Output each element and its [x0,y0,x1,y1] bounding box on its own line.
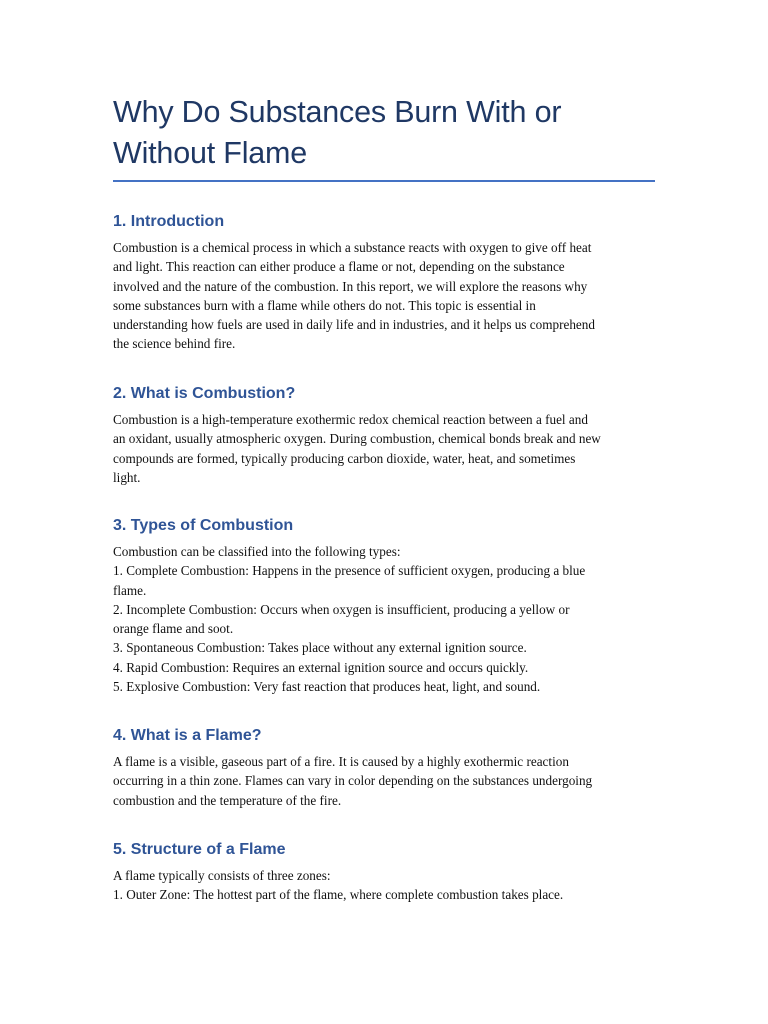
document-title [113,92,655,174]
paragraph-line: understanding how fuels are used in daily life and in industries, and it helps us comprehend [113,317,595,333]
paragraph-line: Combustion is a chemical process in which a substance reacts with oxygen to give off heat [113,240,592,255]
paragraph-line: combustion and the temperature of the fire. [113,792,342,808]
list-item-line: flame. [113,582,147,598]
paragraph-line: A flame typically consists of three zones: [113,868,331,883]
section-paragraph [113,752,655,810]
title-divider [113,180,655,182]
section-paragraph [113,542,655,696]
section-heading: 5. Structure of a Flame [113,841,286,858]
section-heading: 4. What is a Flame? [113,727,262,744]
section-paragraph [113,410,655,487]
list-item-line: 2. Incomplete Combustion: Occurs when oxygen is insufficient, producing a yellow or [113,601,570,617]
paragraph-line: light. [113,469,141,485]
section-what-is-a-flame [113,725,655,810]
paragraph-line: Combustion can be classified into the following types: [113,544,401,559]
list-item-line: 3. Spontaneous Combustion: Takes place without any external ignition source. [113,640,527,656]
document-page [113,92,655,903]
paragraph-line: some substances burn with a flame while others do not. This topic is essential in [113,297,536,313]
section-structure-of-a-flame [113,839,655,905]
section-types-of-combustion [113,515,655,696]
paragraph-line: occurring in a thin zone. Flames can vary in color depending on the substances undergoing [113,773,593,789]
section-what-is-combustion [113,383,655,487]
section-heading: 1. Introduction [113,213,225,230]
title-line-1: Why Do Substances Burn With or [113,95,562,129]
list-item-line: 5. Explosive Combustion: Very fast reaction that produces heat, light, and sound. [113,679,541,695]
list-item-line: 1. Outer Zone: The hottest part of the flame, where complete combustion takes place. [113,887,564,903]
list-item-line: 1. Complete Combustion: Happens in the presence of sufficient oxygen, producing a blue [113,563,586,579]
paragraph-line: A flame is a visible, gaseous part of a fire. It is caused by a highly exothermic reaction [113,754,569,769]
section-introduction [113,211,655,354]
list-item-line: 4. Rapid Combustion: Requires an external ignition source and occurs quickly. [113,659,529,675]
title-line-2: Without Flame [113,136,308,170]
paragraph-line: and light. This reaction can either produce a flame or not, depending on the substance [113,259,565,275]
paragraph-line: Combustion is a high-temperature exothermic redox chemical reaction between a fuel and [113,412,588,427]
section-heading: 2. What is Combustion? [113,385,296,402]
section-paragraph [113,866,655,905]
paragraph-line: an oxidant, usually atmospheric oxygen. During combustion, chemical bonds break and new [113,431,601,447]
paragraph-line: compounds are formed, typically producing carbon dioxide, water, heat, and sometimes [113,450,576,466]
section-heading: 3. Types of Combustion [113,517,294,534]
list-item-line: orange flame and soot. [113,621,234,637]
paragraph-line: involved and the nature of the combustion. In this report, we will explore the reasons why [113,278,588,294]
paragraph-line: the science behind fire. [113,336,236,352]
section-paragraph [113,238,655,354]
